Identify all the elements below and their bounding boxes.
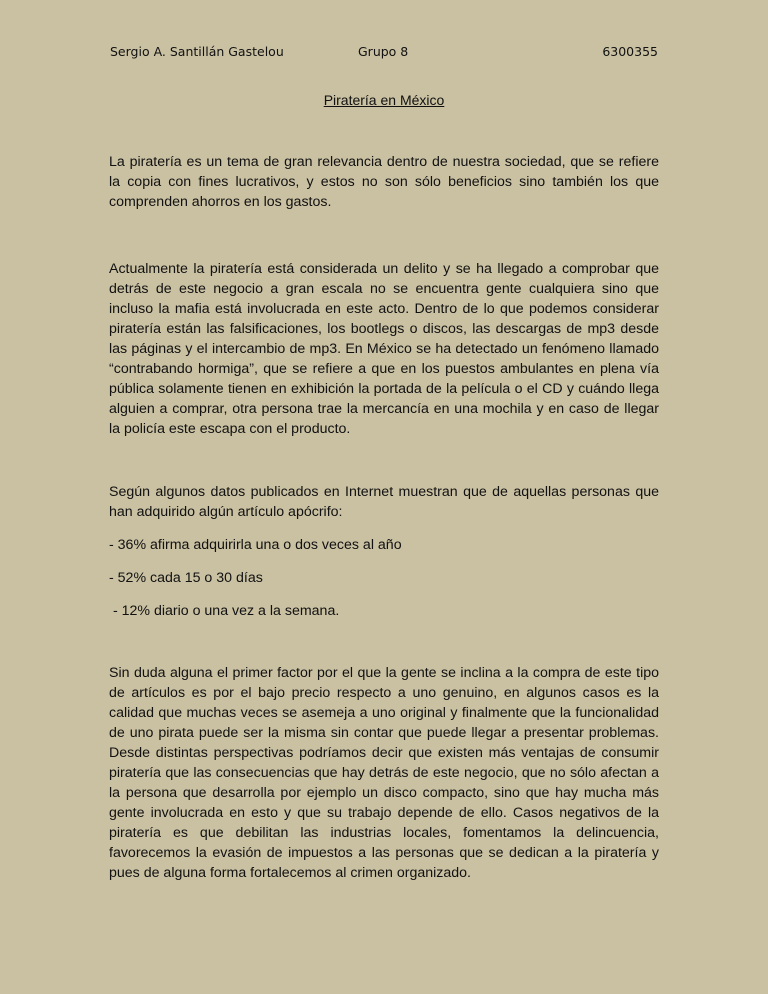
paragraph-conclusion bbox=[109, 663, 659, 883]
page-header bbox=[110, 44, 658, 64]
stat-item: - 12% diario o una vez a la semana. bbox=[109, 603, 340, 619]
paragraph-text: La piratería es un tema de gran relevancia dentro de nuestra sociedad, que se refiere la copia con fines lucrativos, y estos no son sólo beneficios sino también los que comprenden ahorros en los gastos. bbox=[109, 154, 659, 210]
paragraph-statistics-intro bbox=[109, 482, 659, 522]
paragraph-intro bbox=[109, 152, 659, 212]
stat-item: - 52% cada 15 o 30 días bbox=[109, 570, 263, 586]
header-id: 6300355 bbox=[602, 44, 658, 59]
document-title: Piratería en México bbox=[323, 92, 445, 108]
paragraph-text: Sin duda alguna el primer factor por el que la gente se inclina a la compra de este tipo de artículos es por el bajo precio respecto a uno genuino, en algunos casos es la calidad que muchas veces se asemeja a uno original y finalmente que la funcionalidad de uno pirata puede ser la misma sin contar que puede llegar a presentar problemas. Desde distintas perspectivas podríamos decir que existen más ventajas de consumir piratería que las consecuencias que hay detrás de este negocio, que no sólo afectan a la persona que desarrolla por ejemplo un disco compacto, sino que hay mucha más gente involucrada en esto y que su trabajo depende de ello. Casos negativos de la piratería es que debilitan las industrias locales, fomentamos la delincuencia, favorecemos la evasión de impuestos a las personas que se dedican a la piratería y pues de alguna forma fortalecemos al crimen organizado. bbox=[109, 665, 659, 881]
paragraph-text: Actualmente la piratería está considerada un delito y se ha llegado a comprobar que detrás de este negocio a gran escala no se encuentra gente cualquiera sino que incluso la mafia está involucrada en este acto. Dentro de lo que podemos considerar piratería están las falsificaciones, los bootlegs o discos, las descargas de mp3 desde las páginas y el intercambio de mp3. En México se ha detectado un fenómeno llamado “contrabando hormiga”, que se refiere a que en los puestos ambulantes en plena vía pública solamente tienen en exhibición la portada de la película o el CD y cuándo llega alguien a comprar, otra persona trae la mercancía en una mochila y en caso de llegar la policía este escapa con el producto. bbox=[109, 261, 659, 437]
paragraph-text: Según algunos datos publicados en Internet muestran que de aquellas personas que han adquirido algún artículo apócrifo: bbox=[109, 484, 659, 520]
stat-item: - 36% afirma adquirirla una o dos veces al año bbox=[109, 537, 402, 553]
header-group: Grupo 8 bbox=[358, 44, 409, 59]
paragraph-current-situation bbox=[109, 259, 659, 439]
header-author: Sergio A. Santillán Gastelou bbox=[110, 44, 284, 59]
